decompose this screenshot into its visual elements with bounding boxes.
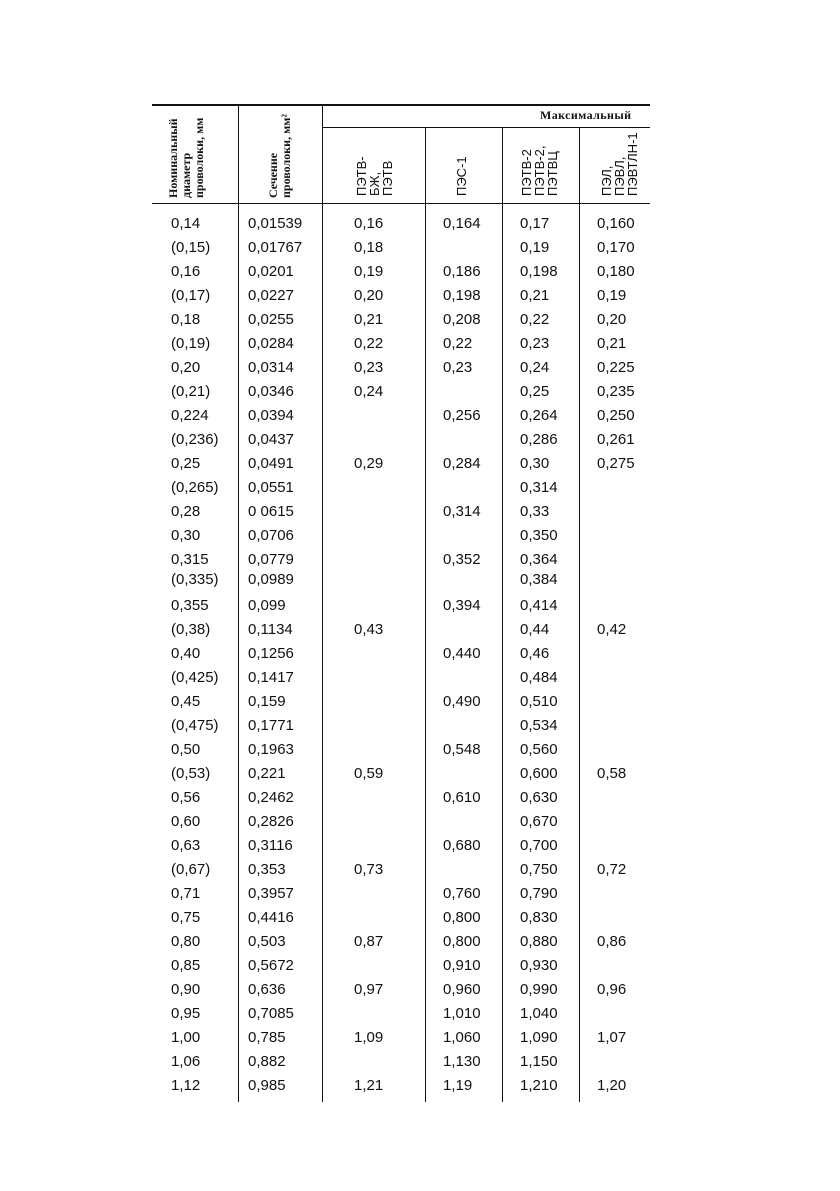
- diameter-cell: 0,25: [171, 455, 201, 472]
- diameter-cell: 0,315: [171, 551, 209, 568]
- pel-cell: 0,96: [597, 981, 627, 998]
- diameter-cell: 0,30: [171, 527, 201, 544]
- table-row: [0, 570, 840, 590]
- table-row: [0, 788, 840, 808]
- pel-cell: 0,86: [597, 933, 627, 950]
- diameter-cell: (0,475): [171, 717, 219, 734]
- section-cell: 0,159: [248, 693, 286, 710]
- pel-cell: 1,20: [597, 1077, 627, 1094]
- table-row: [0, 908, 840, 928]
- table-row: [0, 454, 840, 474]
- diameter-cell: 0,40: [171, 645, 201, 662]
- pel-cell: 0,21: [597, 335, 627, 352]
- petv2-cell: 1,150: [520, 1053, 558, 1070]
- pes1-cell: 0,352: [443, 551, 481, 568]
- table-row: [0, 502, 840, 522]
- pes1-cell: 0,23: [443, 359, 473, 376]
- section-cell: 0,01767: [248, 239, 303, 256]
- petv2-cell: 0,33: [520, 503, 550, 520]
- pes1-cell: 0,800: [443, 933, 481, 950]
- section-cell: 0,1134: [248, 621, 293, 638]
- petv2-cell: 0,930: [520, 957, 558, 974]
- table-row: [0, 836, 840, 856]
- petv2-cell: 1,090: [520, 1029, 558, 1046]
- section-cell: 0,0394: [248, 407, 294, 424]
- diameter-cell: 1,06: [171, 1053, 201, 1070]
- section-cell: 0,0491: [248, 455, 294, 472]
- petv2-cell: 0,46: [520, 645, 550, 662]
- section-cell: 0,3957: [248, 885, 294, 902]
- table-row: [0, 406, 840, 426]
- table-row: [0, 596, 840, 616]
- pes1-cell: 1,130: [443, 1053, 481, 1070]
- pel-cell: 0,275: [597, 455, 635, 472]
- table-row: [0, 860, 840, 880]
- diameter-cell: 0,355: [171, 597, 209, 614]
- section-cell: 0,01539: [248, 215, 303, 232]
- petv2-cell: 0,510: [520, 693, 558, 710]
- header-petv2: ПЭТВ-2 ПЭТВ-2, ПЭТВЦ: [519, 145, 560, 196]
- diameter-cell: 0,63: [171, 837, 201, 854]
- petv2-cell: 0,600: [520, 765, 558, 782]
- diameter-cell: 0,14: [171, 215, 201, 232]
- table-row: [0, 1028, 840, 1048]
- pes1-cell: 0,284: [443, 455, 481, 472]
- section-cell: 0,985: [248, 1077, 286, 1094]
- table-row: [0, 1076, 840, 1096]
- section-cell: 0,0284: [248, 335, 294, 352]
- pel-cell: 0,250: [597, 407, 635, 424]
- petv2-cell: 0,750: [520, 861, 558, 878]
- diameter-cell: 0,85: [171, 957, 201, 974]
- pel-cell: 0,19: [597, 287, 627, 304]
- petv-bzh-cell: 0,16: [354, 215, 384, 232]
- section-cell: 0,636: [248, 981, 286, 998]
- petv-bzh-cell: 0,73: [354, 861, 384, 878]
- table-row: [0, 812, 840, 832]
- petv2-cell: 0,25: [520, 383, 550, 400]
- pes1-cell: 0,256: [443, 407, 481, 424]
- table-row: [0, 286, 840, 306]
- table-row: [0, 980, 840, 1000]
- header-pes1: ПЭС-1: [454, 156, 469, 196]
- petv-bzh-cell: 0,21: [354, 311, 384, 328]
- table-row: [0, 884, 840, 904]
- pes1-cell: 0,440: [443, 645, 481, 662]
- section-cell: 0,2826: [248, 813, 294, 830]
- petv2-cell: 0,19: [520, 239, 550, 256]
- diameter-cell: 0,45: [171, 693, 201, 710]
- petv2-cell: 0,198: [520, 263, 558, 280]
- pel-cell: 0,180: [597, 263, 635, 280]
- table-row: [0, 644, 840, 664]
- pel-cell: 0,160: [597, 215, 635, 232]
- pes1-cell: 0,760: [443, 885, 481, 902]
- header-group-title: Максимальный: [540, 108, 632, 122]
- pes1-cell: 0,208: [443, 311, 481, 328]
- section-cell: 0,099: [248, 597, 286, 614]
- diameter-cell: (0,17): [171, 287, 211, 304]
- pes1-cell: 0,800: [443, 909, 481, 926]
- petv-bzh-cell: 0,20: [354, 287, 384, 304]
- petv-bzh-cell: 0,18: [354, 239, 384, 256]
- petv-bzh-cell: 1,09: [354, 1029, 384, 1046]
- petv2-cell: 0,22: [520, 311, 550, 328]
- pes1-cell: 0,548: [443, 741, 481, 758]
- diameter-cell: 0,16: [171, 263, 201, 280]
- table-row: [0, 692, 840, 712]
- petv-bzh-cell: 0,24: [354, 383, 384, 400]
- petv2-cell: 0,880: [520, 933, 558, 950]
- petv-bzh-cell: 0,97: [354, 981, 384, 998]
- section-cell: 0,5672: [248, 957, 294, 974]
- table-row: [0, 310, 840, 330]
- diameter-cell: 0,60: [171, 813, 201, 830]
- petv2-cell: 0,23: [520, 335, 550, 352]
- diameter-cell: (0,15): [171, 239, 211, 256]
- table-row: [0, 716, 840, 736]
- diameter-cell: 0,224: [171, 407, 209, 424]
- petv-bzh-cell: 0,59: [354, 765, 384, 782]
- section-cell: 0,1963: [248, 741, 294, 758]
- section-cell: 0,785: [248, 1029, 286, 1046]
- section-cell: 0,0346: [248, 383, 294, 400]
- diameter-cell: 0,75: [171, 909, 201, 926]
- pes1-cell: 0,490: [443, 693, 481, 710]
- diameter-cell: 0,18: [171, 311, 201, 328]
- section-cell: 0,4416: [248, 909, 294, 926]
- section-cell: 0,503: [248, 933, 286, 950]
- group-title-rule: [322, 127, 650, 128]
- table-row: [0, 668, 840, 688]
- petv2-cell: 0,384: [520, 571, 558, 588]
- petv2-cell: 0,30: [520, 455, 550, 472]
- diameter-cell: 1,12: [171, 1077, 201, 1094]
- petv2-cell: 0,700: [520, 837, 558, 854]
- section-cell: 0,1256: [248, 645, 294, 662]
- diameter-cell: 0,28: [171, 503, 201, 520]
- table-row: [0, 550, 840, 570]
- pel-cell: 0,170: [597, 239, 635, 256]
- section-cell: 0,0227: [248, 287, 294, 304]
- diameter-cell: (0,38): [171, 621, 211, 638]
- table-row: [0, 764, 840, 784]
- pel-cell: 0,58: [597, 765, 627, 782]
- pes1-cell: 0,394: [443, 597, 481, 614]
- diameter-cell: 1,00: [171, 1029, 201, 1046]
- petv2-cell: 0,17: [520, 215, 550, 232]
- petv2-cell: 0,670: [520, 813, 558, 830]
- diameter-cell: (0,265): [171, 479, 219, 496]
- diameter-cell: (0,53): [171, 765, 211, 782]
- table-row: [0, 358, 840, 378]
- pel-cell: 0,72: [597, 861, 627, 878]
- pes1-cell: 1,19: [443, 1077, 473, 1094]
- petv2-cell: 0,790: [520, 885, 558, 902]
- diameter-cell: (0,335): [171, 571, 219, 588]
- petv2-cell: 0,21: [520, 287, 550, 304]
- pes1-cell: 0,680: [443, 837, 481, 854]
- pes1-cell: 0,198: [443, 287, 481, 304]
- petv2-cell: 0,560: [520, 741, 558, 758]
- diameter-cell: (0,425): [171, 669, 219, 686]
- pes1-cell: 0,22: [443, 335, 473, 352]
- petv-bzh-cell: 0,87: [354, 933, 384, 950]
- petv2-cell: 0,534: [520, 717, 558, 734]
- petv2-cell: 0,414: [520, 597, 558, 614]
- section-cell: 0,0989: [248, 571, 294, 588]
- header-bottom-rule: [152, 203, 650, 204]
- table-top-rule: [152, 104, 650, 106]
- table-row: [0, 238, 840, 258]
- table-row: [0, 262, 840, 282]
- section-cell: 0,0255: [248, 311, 294, 328]
- table-row: [0, 740, 840, 760]
- pel-cell: 1,07: [597, 1029, 627, 1046]
- pes1-cell: 0,186: [443, 263, 481, 280]
- petv-bzh-cell: 0,43: [354, 621, 384, 638]
- table-row: [0, 956, 840, 976]
- pel-cell: 0,261: [597, 431, 635, 448]
- section-cell: 0,3116: [248, 837, 293, 854]
- pel-cell: 0,42: [597, 621, 627, 638]
- table-row: [0, 478, 840, 498]
- section-cell: 0,353: [248, 861, 286, 878]
- diameter-cell: 0,56: [171, 789, 201, 806]
- pel-cell: 0,225: [597, 359, 635, 376]
- petv2-cell: 0,830: [520, 909, 558, 926]
- table-row: [0, 214, 840, 234]
- section-cell: 0,1771: [248, 717, 294, 734]
- petv-bzh-cell: 0,29: [354, 455, 384, 472]
- petv-bzh-cell: 0,23: [354, 359, 384, 376]
- pes1-cell: 0,314: [443, 503, 481, 520]
- table-row: [0, 382, 840, 402]
- header-diameter: Номинальный диаметр проволоки, мм: [166, 117, 206, 198]
- section-cell: 0,2462: [248, 789, 294, 806]
- diameter-cell: 0,71: [171, 885, 201, 902]
- diameter-cell: 0,50: [171, 741, 201, 758]
- pel-cell: 0,235: [597, 383, 635, 400]
- section-cell: 0,0551: [248, 479, 294, 496]
- petv2-cell: 1,040: [520, 1005, 558, 1022]
- diameter-cell: 0,95: [171, 1005, 201, 1022]
- petv-bzh-cell: 1,21: [354, 1077, 384, 1094]
- petv2-cell: 0,286: [520, 431, 558, 448]
- petv-bzh-cell: 0,19: [354, 263, 384, 280]
- section-cell: 0,0706: [248, 527, 294, 544]
- petv2-cell: 0,24: [520, 359, 550, 376]
- section-cell: 0,882: [248, 1053, 286, 1070]
- petv2-cell: 0,314: [520, 479, 558, 496]
- pes1-cell: 0,610: [443, 789, 481, 806]
- table-row: [0, 1004, 840, 1024]
- section-cell: 0,1417: [248, 669, 294, 686]
- diameter-cell: (0,19): [171, 335, 211, 352]
- petv2-cell: 0,350: [520, 527, 558, 544]
- section-cell: 0,0437: [248, 431, 294, 448]
- section-cell: 0,0779: [248, 551, 294, 568]
- pes1-cell: 0,910: [443, 957, 481, 974]
- table-row: [0, 620, 840, 640]
- table-row: [0, 1052, 840, 1072]
- diameter-cell: 0,90: [171, 981, 201, 998]
- pes1-cell: 0,960: [443, 981, 481, 998]
- section-cell: 0 0615: [248, 503, 294, 520]
- diameter-cell: (0,67): [171, 861, 211, 878]
- table-row: [0, 932, 840, 952]
- pes1-cell: 0,164: [443, 215, 481, 232]
- header-section: Сечение проволоки, мм²: [266, 113, 293, 198]
- petv2-cell: 1,210: [520, 1077, 558, 1094]
- pel-cell: 0,20: [597, 311, 627, 328]
- diameter-cell: (0,21): [171, 383, 211, 400]
- petv2-cell: 0,44: [520, 621, 550, 638]
- section-cell: 0,0314: [248, 359, 294, 376]
- diameter-cell: (0,236): [171, 431, 219, 448]
- section-cell: 0,7085: [248, 1005, 294, 1022]
- table-row: [0, 430, 840, 450]
- petv-bzh-cell: 0,22: [354, 335, 384, 352]
- petv2-cell: 0,630: [520, 789, 558, 806]
- header-petv-bzh: ПЭТВ-БЖ, ПЭТВ: [354, 156, 395, 196]
- diameter-cell: 0,80: [171, 933, 201, 950]
- petv2-cell: 0,990: [520, 981, 558, 998]
- diameter-cell: 0,20: [171, 359, 201, 376]
- petv2-cell: 0,484: [520, 669, 558, 686]
- pes1-cell: 1,010: [443, 1005, 481, 1022]
- pes1-cell: 1,060: [443, 1029, 481, 1046]
- table-row: [0, 526, 840, 546]
- petv2-cell: 0,264: [520, 407, 558, 424]
- table-row: [0, 334, 840, 354]
- header-pel: ПЭЛ, ПЭВЛ, ПЭВТЛН-1: [599, 132, 640, 196]
- section-cell: 0,221: [248, 765, 286, 782]
- section-cell: 0,0201: [248, 263, 294, 280]
- petv2-cell: 0,364: [520, 551, 558, 568]
